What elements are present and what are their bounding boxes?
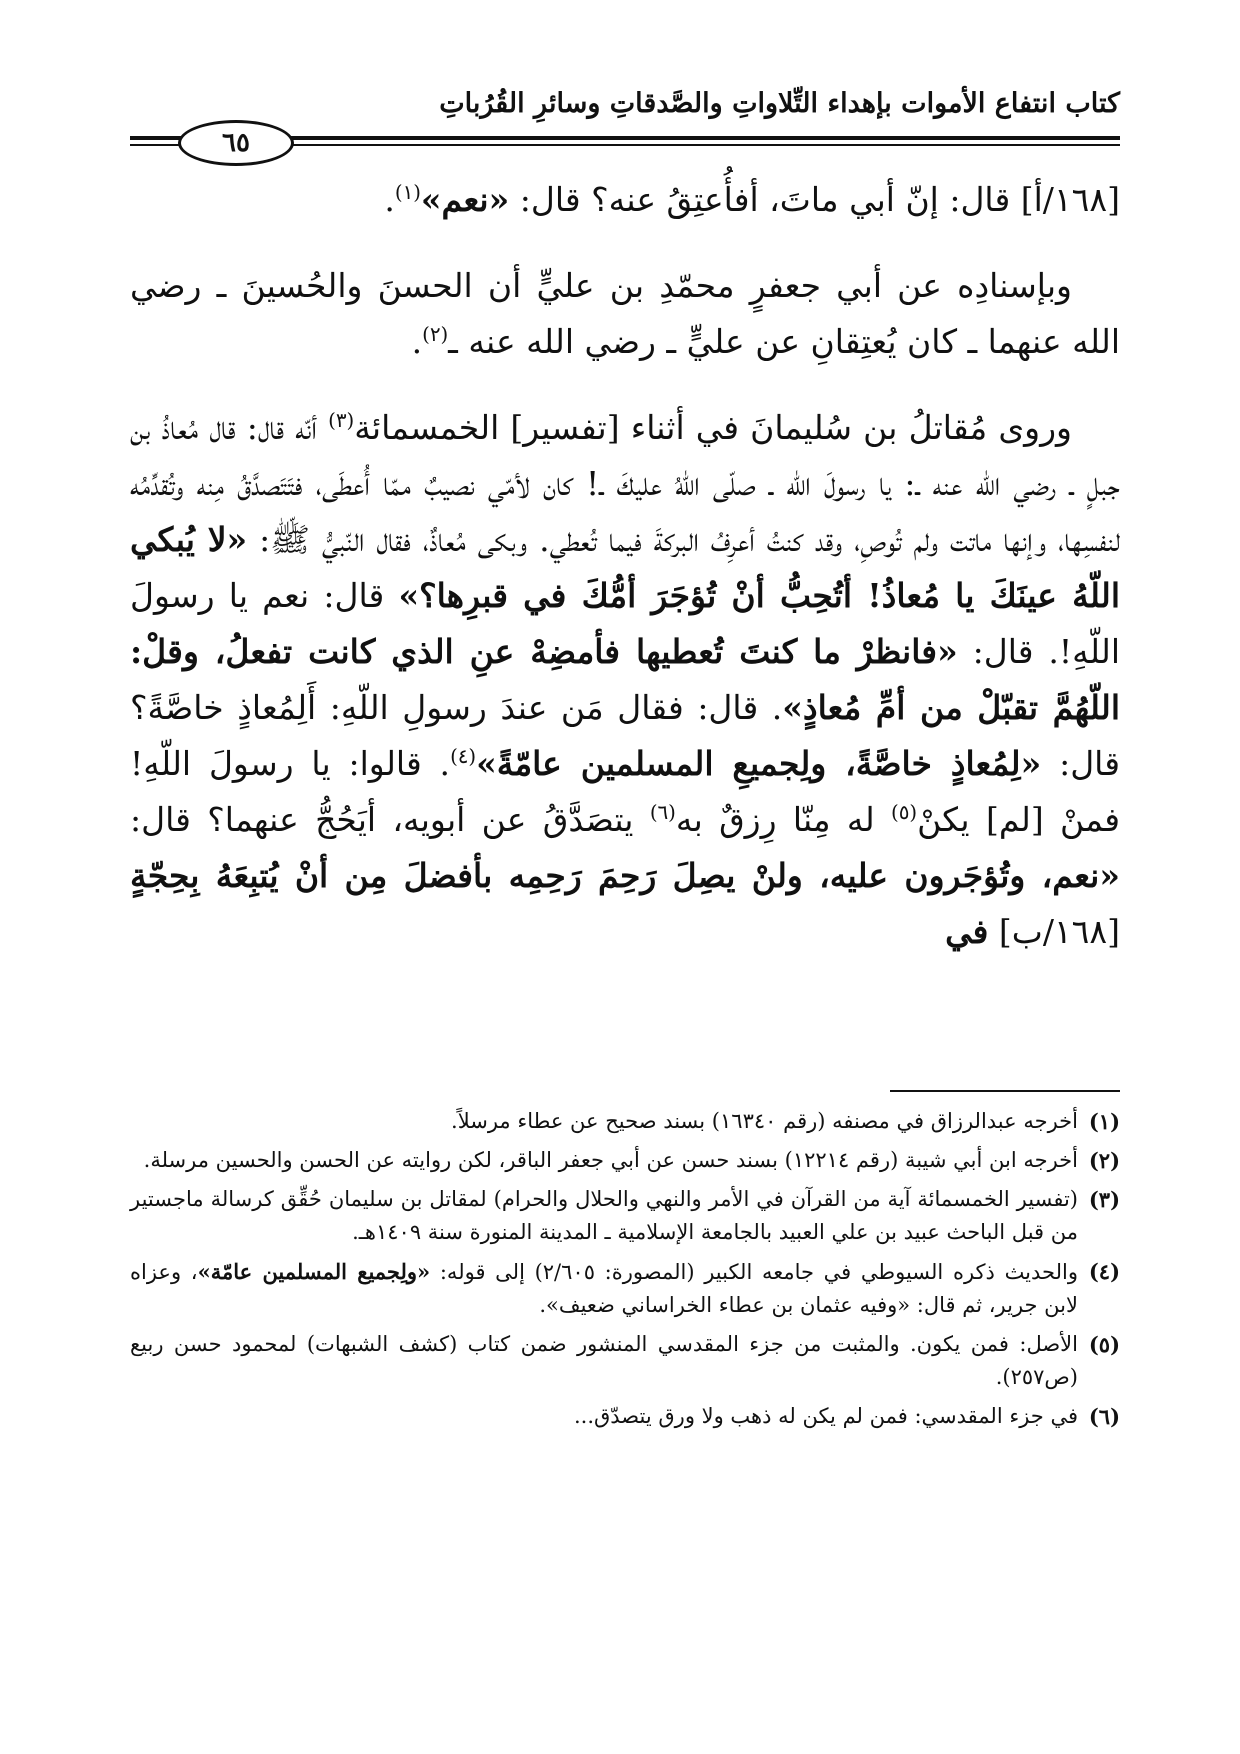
footnote-text: (تفسير الخمسمائة آية من القرآن في الأمر والنهي والحلال والحرام) لمقاتل بن سليمان حُقِّق كرسالة ماجستير من قبل الباحث عبيد بن علي العبيد بالجامعة الإسلامية ـ المدينة المنورة سنة ١٤٠٩هـ. <box>130 1187 1078 1244</box>
footnote-text: في جزء المقدسي: فمن لم يكن له ذهب ولا ورق يتصدّق... <box>573 1404 1078 1428</box>
text-run: . قال: فقال مَن عندَ رسولِ اللّهِ: أَلِمُعاذٍ خاصَّةً؟ قال: <box>130 688 1121 783</box>
text-run: . قالوا: يا رسولَ اللّهِ! فمنْ [لم] يكنْ <box>130 744 1121 839</box>
prophet-quote: في <box>945 912 989 951</box>
footnote-number: (١) <box>1088 1109 1120 1134</box>
page-number: ٦٥ <box>178 120 294 166</box>
prophet-quote: «فانظرْ ما كنتَ تُعطيها فأمضِهْ عنِ الذي كانت تفعلُ، وقلْ: اللّهُمَّ تقبّلْ من أمِّ مُعاذٍ» <box>130 632 1120 727</box>
text-run: وروى مُقاتلُ بن سُليمانَ في أثناء [تفسير] الخمسمائة <box>354 408 1072 447</box>
footnote-number: (٢) <box>1088 1148 1120 1173</box>
footnote-separator <box>890 1090 1120 1092</box>
footnote-number: (٦) <box>1088 1404 1120 1429</box>
text-run: . <box>411 322 423 361</box>
text-run: يتصَدَّقُ عن أبويه، أيَحُجُّ عنهما؟ قال: <box>130 800 634 839</box>
footnote <box>130 1183 1120 1249</box>
paragraph-2 <box>130 258 1120 370</box>
book-page <box>130 80 1120 1700</box>
prophet-quote: «لا يُبكي اللّهُ عينَكَ يا مُعاذُ! أتُحِبُّ أنْ تُؤجَرَ أمُّكَ في قبرِها؟» <box>130 520 1120 615</box>
prophet-quote: «نعم، وتُؤجَرون عليه، ولنْ يصِلَ رَحِمَ رَحِمِه بأفضلَ مِن أنْ يُتبِعَهُ بِحِجّةٍ <box>130 856 1120 895</box>
text-run: والحديث ذكره السيوطي في جامعه الكبير (المصورة: ٢/٦٠٥) إلى قوله: <box>439 1260 1078 1284</box>
footnote-text: أخرجه عبدالرزاق في مصنفه (رقم ١٦٣٤٠) بسند صحيح عن عطاء مرسلاً. <box>451 1109 1078 1133</box>
text-run: . <box>384 180 395 219</box>
manuscript-folio-ref: [١٦٨/ب] <box>998 912 1120 951</box>
footnote-text <box>130 1255 1078 1322</box>
text-run: أنّه قال: قال مُعاذُ بن جبلٍ ـ رضي الله عنه ـ: يا رسولَ الله ـ صلّى اللّهُ عليكَ ـ! كان لأمّي نصيبٌ ممّا أُعطَى، فتَتَصدَّقُ مِنه وتُقدِّمُه لنفسِها، وإنها ماتت ولم تُوصِ، وقد كنتُ أعرِفُ البركةَ فيما تُعطي. وبكى مُعاذٌ، فقال النّبيُّ ﷺ: <box>130 408 1120 559</box>
footnote <box>130 1105 1120 1138</box>
prophet-quote: «نعم» <box>420 180 510 219</box>
footnote-text: الأصل: فمن يكون. والمثبت من جزء المقدسي المنشور ضمن كتاب (كشف الشبهات) لمحمود حسن ربيع (ص٢٥٧). <box>130 1332 1078 1389</box>
footnotes <box>130 1105 1120 1439</box>
paragraph-3 <box>130 400 1120 960</box>
footnote-number: (٥) <box>1088 1332 1120 1357</box>
footnote-marker: (٤) <box>450 745 477 768</box>
footnote <box>130 1144 1120 1177</box>
main-text <box>130 172 1120 990</box>
footnote <box>130 1255 1120 1322</box>
text-run: قال: نعم يا رسولَ اللّهِ!. قال: <box>130 576 1120 671</box>
footnote <box>130 1400 1120 1433</box>
running-title: كتاب انتفاع الأموات بإهداء التِّلاواتِ والصَّدقاتِ وسائرِ القُرُباتِ <box>439 88 1120 119</box>
footnote <box>130 1328 1120 1394</box>
page-header <box>130 80 1120 160</box>
footnote-marker: (٦) <box>649 801 676 824</box>
manuscript-folio-ref: [١٦٨/أ] <box>1020 180 1120 219</box>
footnote-marker: (٣) <box>328 409 355 432</box>
prophet-quote: «لِمُعاذٍ خاصَّةً، ولِجميعِ المسلمين عامّةً» <box>476 744 1042 783</box>
footnote-number: (٤) <box>1088 1259 1120 1284</box>
footnote-marker: (٢) <box>422 323 449 346</box>
footnote-text: أخرجه ابن أبي شيبة (رقم ١٢٢١٤) بسند حسن عن أبي جعفر الباقر، لكن روايته عن الحسن والحسين مرسلة. <box>143 1148 1078 1172</box>
footnote-marker: (١) <box>394 181 421 204</box>
quoted-phrase: «ولِجميع المسلمين عامّة» <box>197 1259 431 1284</box>
text-run: له مِنّا رِزقٌ به <box>675 800 875 839</box>
text-run: ، وعزاه لابن جرير، ثم قال: «وفيه عثمان بن عطاء الخراساني ضعيف». <box>130 1260 1078 1317</box>
footnote-marker: (٥) <box>891 801 918 824</box>
text-run: وبإسنادِه عن أبي جعفرٍ محمّدِ بن عليٍّ أن الحسنَ والحُسينَ ـ رضي الله عنهما ـ كان يُعتِقانِ عن عليٍّ ـ رضي الله عنه ـ <box>130 266 1120 361</box>
text-run: قال: إنّ أبي ماتَ، أفأُعتِقُ عنه؟ قال: <box>519 180 1011 219</box>
footnote-number: (٣) <box>1088 1187 1120 1212</box>
paragraph-1 <box>130 172 1120 228</box>
